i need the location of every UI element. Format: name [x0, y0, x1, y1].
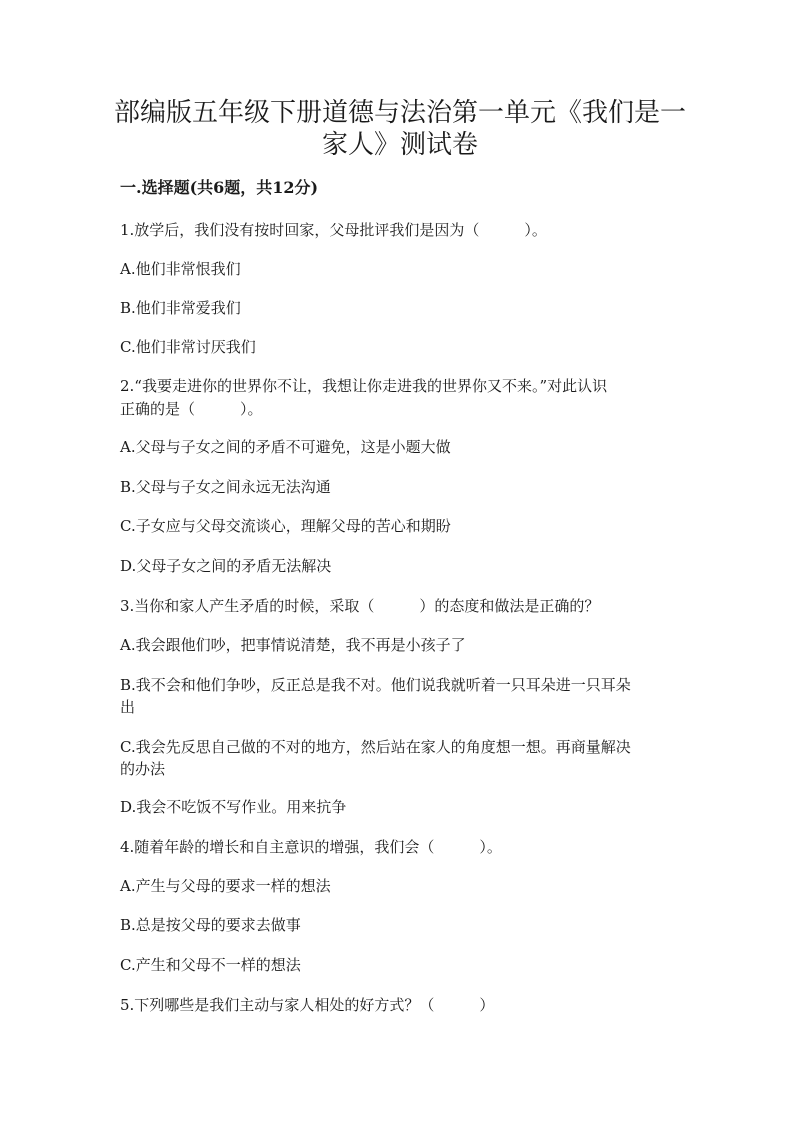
section-heading: 一.选择题(共6题，共12分) — [120, 178, 319, 197]
question-1-option-c: C.他们非常讨厌我们 — [120, 338, 256, 356]
question-2-option-b: B.父母与子女之间永远无法沟通 — [120, 478, 331, 496]
question-3-option-a: A.我会跟他们吵，把事情说清楚，我不再是小孩子了 — [120, 636, 466, 654]
question-2-stem-line-2: 正确的是（ ）。 — [120, 400, 263, 418]
question-2-stem-line-1: 2.“我要走进你的世界你不让，我想让你走进我的世界你又不来。”对此认识 — [120, 377, 608, 395]
question-1-stem: 1.放学后，我们没有按时回家，父母批评我们是因为（ ）。 — [120, 221, 547, 239]
question-3-option-d: D.我会不吃饭不写作业。用来抗争 — [120, 798, 347, 816]
question-5-stem: 5.下列哪些是我们主动与家人相处的好方式？（ ） — [120, 996, 495, 1014]
question-4-option-c: C.产生和父母不一样的想法 — [120, 956, 301, 974]
question-3-stem: 3.当你和家人产生矛盾的时候，采取（ ）的态度和做法是正确的？ — [120, 597, 600, 615]
question-4-option-a: A.产生与父母的要求一样的想法 — [120, 877, 331, 895]
question-3-option-c-line-1: C.我会先反思自己做的不对的地方，然后站在家人的角度想一想。再商量解决 — [120, 738, 631, 756]
question-3-option-c-line-2: 的办法 — [120, 760, 166, 778]
exam-title-line-2: 家人》测试卷 — [321, 130, 478, 160]
question-2-option-d: D.父母子女之间的矛盾无法解决 — [120, 557, 332, 575]
question-4-stem: 4.随着年龄的增长和自主意识的增强，我们会（ ）。 — [120, 838, 502, 856]
question-2-option-a: A.父母与子女之间的矛盾不可避免，这是小题大做 — [120, 438, 451, 456]
question-1-option-b: B.他们非常爱我们 — [120, 299, 241, 317]
question-4-option-b: B.总是按父母的要求去做事 — [120, 916, 301, 934]
exam-title-line-1: 部编版五年级下册道德与法治第一单元《我们是一 — [113, 98, 686, 128]
question-2-option-c: C.子女应与父母交流谈心，理解父母的苦心和期盼 — [120, 517, 451, 535]
question-3-option-b-line-1: B.我不会和他们争吵，反正总是我不对。他们说我就听着一只耳朵进一只耳朵 — [120, 676, 631, 694]
question-1-option-a: A.他们非常恨我们 — [120, 260, 241, 278]
question-3-option-b-line-2: 出 — [120, 698, 136, 716]
